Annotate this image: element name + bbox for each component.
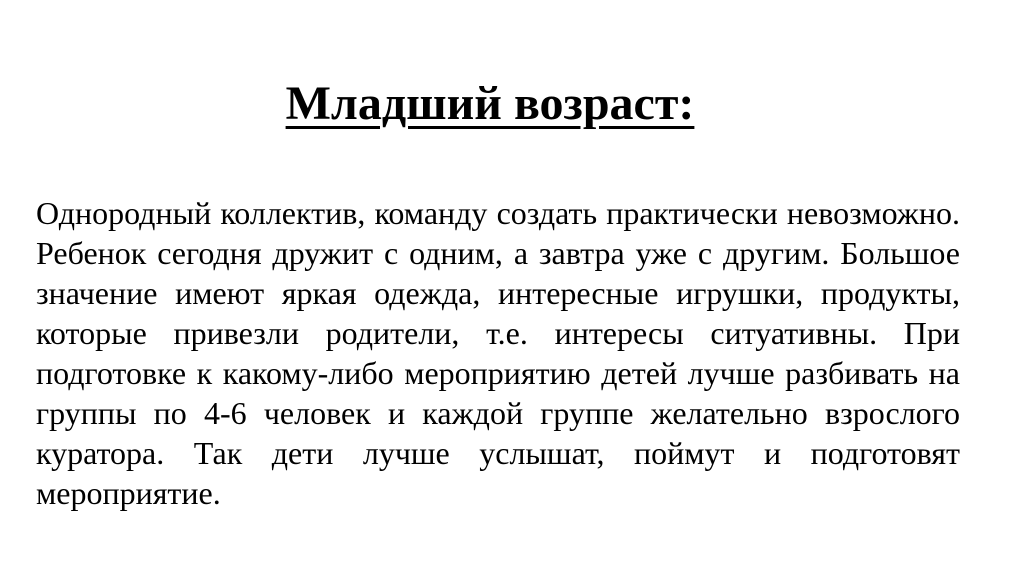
- slide-body-text: Однородный коллектив, команду создать практически невозможно. Ребенок сегодня дружит с одним, а завтра уже с другим. Большое значение имеют яркая одежда, интересные игрушки, продукты, которые привезли родители, т.е. интересы ситуативны. При подготовке к какому-либо мероприятию детей лучше разбивать на группы по 4-6 человек и каждой группе желательно взрослого куратора. Так дети лучше услышат, поймут и подготовят мероприятие.: [36, 195, 960, 511]
- slide-title-text: Младший возраст:: [285, 77, 695, 130]
- slide-title: [0, 76, 980, 132]
